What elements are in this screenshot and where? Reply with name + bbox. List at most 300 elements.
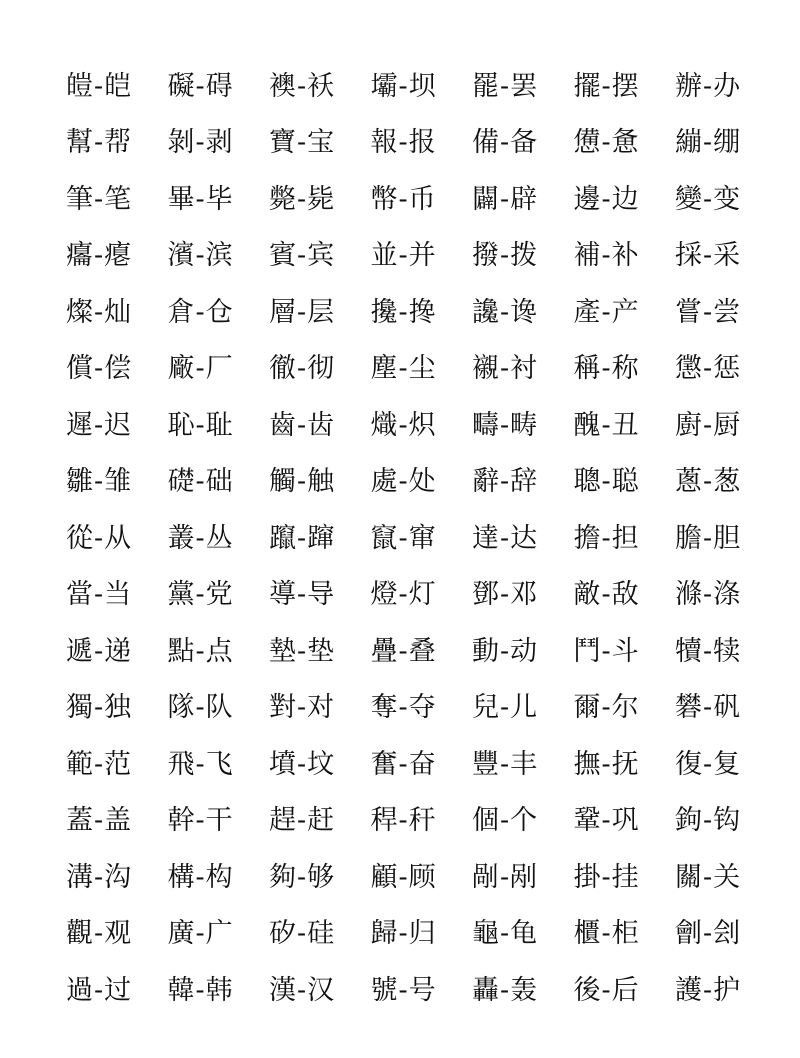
traditional-character: 櫃 [573,918,601,950]
pair-row [66,397,766,454]
character-pair [472,861,574,893]
character-pair [167,692,270,724]
pair-separator: - [703,70,713,102]
traditional-character: 鉤 [675,805,702,837]
pair-row [66,849,766,906]
pair-separator: - [500,353,510,385]
pair-separator: - [601,353,611,385]
simplified-character: 处 [408,466,436,498]
character-pair [472,296,574,328]
character-pair [66,748,168,780]
pair-separator: - [195,974,205,1006]
simplified-character: 个 [510,805,538,837]
pair-separator: - [601,296,611,328]
traditional-character: 壩 [370,70,398,102]
character-pair [269,635,371,667]
traditional-character: 醜 [573,409,601,441]
pair-separator: - [500,635,510,667]
character-pair [472,70,574,102]
character-pair [370,522,473,554]
pair-separator: - [500,692,510,724]
character-pair [675,466,777,498]
simplified-character: 齿 [307,409,335,441]
pair-separator: - [297,70,307,102]
traditional-character: 憊 [573,127,601,159]
traditional-character: 幫 [66,127,93,159]
character-pair [472,127,574,159]
simplified-character: 从 [104,522,132,554]
pair-separator: - [601,692,611,724]
simplified-character: 帮 [104,127,132,159]
simplified-character: 厂 [205,353,233,385]
character-pair [370,296,473,328]
pair-row [66,567,766,624]
character-pair [269,127,371,159]
pair-separator: - [601,127,611,159]
traditional-character: 豐 [472,748,499,780]
pair-separator: - [398,805,408,837]
simplified-character: 尘 [408,353,436,385]
simplified-character: 达 [510,522,538,554]
traditional-character: 掛 [573,861,601,893]
character-pair [370,861,473,893]
pair-separator: - [703,240,713,272]
traditional-character: 恥 [167,409,195,441]
simplified-character: 号 [408,974,436,1006]
character-pair [66,635,168,667]
character-pair [472,353,574,385]
traditional-character: 採 [675,240,702,272]
character-pair [675,692,777,724]
traditional-character: 觀 [66,918,93,950]
traditional-character: 奪 [370,692,398,724]
traditional-character: 補 [573,240,601,272]
simplified-character: 皑 [104,70,132,102]
character-pair [675,353,777,385]
traditional-character: 遲 [66,409,93,441]
traditional-character: 礙 [167,70,195,102]
pair-row [66,284,766,341]
simplified-character: 犊 [713,635,741,667]
pair-row [66,228,766,285]
traditional-character: 倉 [167,296,195,328]
pair-separator: - [94,522,104,554]
simplified-character: 巩 [611,805,639,837]
simplified-character: 后 [611,974,639,1006]
character-pair [66,522,168,554]
simplified-character: 赶 [307,805,335,837]
traditional-character: 敵 [573,579,601,611]
traditional-character: 處 [370,466,398,498]
pair-separator: - [398,240,408,272]
pair-separator: - [398,296,408,328]
traditional-character: 寶 [269,127,296,159]
simplified-character: 葱 [713,466,741,498]
pair-separator: - [703,861,713,893]
character-pair [269,296,371,328]
traditional-character: 闢 [472,183,499,215]
traditional-character: 鞏 [573,805,601,837]
character-pair [472,183,574,215]
simplified-character: 动 [510,635,538,667]
traditional-character: 繃 [675,127,702,159]
simplified-character: 畴 [510,409,538,441]
traditional-character: 轟 [472,974,499,1006]
pair-separator: - [398,748,408,780]
simplified-character: 础 [205,466,233,498]
simplified-character: 灯 [408,579,436,611]
simplified-character: 报 [408,127,436,159]
pair-row [66,793,766,850]
simplified-character: 拨 [510,240,538,272]
simplified-character: 垫 [307,635,335,667]
traditional-character: 雛 [66,466,93,498]
pair-separator: - [297,579,307,611]
pair-separator: - [195,466,205,498]
character-pair [167,240,270,272]
simplified-character: 点 [205,635,233,667]
traditional-character: 稱 [573,353,601,385]
simplified-character: 衬 [510,353,538,385]
simplified-character: 仓 [205,296,233,328]
simplified-character: 层 [307,296,335,328]
pair-separator: - [601,522,611,554]
character-pair [573,70,676,102]
simplified-character: 笔 [104,183,132,215]
traditional-character: 礎 [167,466,195,498]
character-pair [66,409,168,441]
pair-separator: - [703,635,713,667]
simplified-character: 敌 [611,579,639,611]
traditional-character: 竄 [370,522,398,554]
traditional-character: 黨 [167,579,195,611]
simplified-character: 偿 [104,353,132,385]
traditional-character: 溝 [66,861,93,893]
pair-separator: - [703,183,713,215]
pair-separator: - [601,579,611,611]
traditional-character: 備 [472,127,499,159]
pair-separator: - [500,240,510,272]
simplified-character: 摆 [611,70,639,102]
character-pair [472,974,574,1006]
character-pair [269,353,371,385]
traditional-character: 關 [675,861,702,893]
traditional-character: 飛 [167,748,195,780]
pair-separator: - [195,522,205,554]
character-pair [675,183,777,215]
simplified-character: 盖 [104,805,132,837]
simplified-character: 刽 [713,918,741,950]
character-pair [573,183,676,215]
simplified-character: 胆 [713,522,741,554]
pair-separator: - [195,240,205,272]
pair-separator: - [195,861,205,893]
character-pair [370,353,473,385]
simplified-character: 关 [713,861,741,893]
character-pair [269,240,371,272]
character-pair [66,240,168,272]
character-pair [675,240,777,272]
simplified-character: 炽 [408,409,436,441]
simplified-character: 奋 [408,748,436,780]
traditional-character: 後 [573,974,601,1006]
pair-separator: - [601,409,611,441]
character-pair [269,579,371,611]
character-pair [370,635,473,667]
pair-separator: - [500,861,510,893]
simplified-character: 党 [205,579,233,611]
simplified-character: 辞 [510,466,538,498]
pair-row [66,906,766,963]
traditional-character: 當 [66,579,93,611]
simplified-character: 斗 [611,635,639,667]
character-pair [573,635,676,667]
pair-separator: - [297,522,307,554]
simplified-character: 罢 [510,70,538,102]
pair-separator: - [94,748,104,780]
simplified-character: 当 [104,579,132,611]
simplified-character: 沟 [104,861,132,893]
simplified-character: 递 [104,635,132,667]
simplified-character: 尔 [611,692,639,724]
pair-separator: - [601,70,611,102]
traditional-character: 蔥 [675,466,702,498]
character-pair [167,805,270,837]
simplified-character: 厨 [713,409,741,441]
pair-separator: - [398,353,408,385]
character-pair [167,409,270,441]
character-pair [675,748,777,780]
character-pair [269,974,371,1006]
character-pair [472,466,574,498]
pair-separator: - [94,635,104,667]
pair-separator: - [398,692,408,724]
traditional-character: 斃 [269,183,296,215]
traditional-character: 罷 [472,70,499,102]
traditional-character: 燈 [370,579,398,611]
traditional-character: 徹 [269,353,296,385]
simplified-character: 儿 [510,692,538,724]
simplified-character: 挂 [611,861,639,893]
pair-row [66,454,766,511]
pair-separator: - [500,409,510,441]
traditional-character: 膽 [675,522,702,554]
pair-separator: - [601,466,611,498]
traditional-character: 辦 [675,70,702,102]
pair-row [66,510,766,567]
traditional-character: 兒 [472,692,499,724]
simplified-character: 尝 [713,296,741,328]
traditional-character: 擔 [573,522,601,554]
simplified-character: 担 [611,522,639,554]
pair-separator: - [195,353,205,385]
traditional-character: 撥 [472,240,499,272]
pair-separator: - [601,805,611,837]
character-pair [370,974,473,1006]
traditional-character: 畢 [167,183,195,215]
character-pair [675,805,777,837]
traditional-character: 趕 [269,805,296,837]
simplified-character: 聪 [611,466,639,498]
simplified-character: 办 [713,70,741,102]
traditional-character: 從 [66,522,93,554]
simplified-character: 惩 [713,353,741,385]
character-pair [167,522,270,554]
character-pair [472,409,574,441]
simplified-character: 迟 [104,409,132,441]
character-pair [675,127,777,159]
simplified-character: 补 [611,240,639,272]
traditional-character: 並 [370,240,398,272]
pair-separator: - [601,974,611,1006]
traditional-character: 償 [66,353,93,385]
character-pair [370,692,473,724]
pair-separator: - [703,127,713,159]
simplified-character: 顾 [408,861,436,893]
pair-separator: - [297,127,307,159]
character-pair [573,974,676,1006]
traditional-character: 達 [472,522,499,554]
pair-separator: - [195,692,205,724]
traditional-character: 顧 [370,861,398,893]
simplified-character: 观 [104,918,132,950]
character-pair [370,466,473,498]
character-pair [675,70,777,102]
character-pair [573,579,676,611]
pair-separator: - [703,579,713,611]
traditional-character: 撫 [573,748,601,780]
character-pair [66,183,168,215]
character-pair [675,522,777,554]
character-pair [269,748,371,780]
pair-separator: - [398,409,408,441]
character-pair [370,127,473,159]
traditional-character: 聰 [573,466,601,498]
character-pair [472,692,574,724]
pair-separator: - [297,692,307,724]
traditional-character: 號 [370,974,398,1006]
simplified-character: 矾 [713,692,741,724]
character-pair [675,861,777,893]
traditional-character: 報 [370,127,398,159]
pair-separator: - [500,296,510,328]
pair-separator: - [94,805,104,837]
character-pair [370,748,473,780]
pair-separator: - [601,861,611,893]
simplified-character: 广 [205,918,233,950]
traditional-character: 稈 [370,805,398,837]
character-pair [675,974,777,1006]
pair-separator: - [94,861,104,893]
traditional-character: 剮 [472,861,499,893]
simplified-character: 产 [611,296,639,328]
character-pair [573,127,676,159]
character-pair [573,918,676,950]
traditional-character: 變 [675,183,702,215]
pair-separator: - [195,127,205,159]
traditional-character: 癟 [66,240,93,272]
pair-row [66,962,766,1019]
simplified-character: 并 [408,240,436,272]
character-pair [370,805,473,837]
character-pair [675,918,777,950]
character-pair [472,918,574,950]
pair-separator: - [500,183,510,215]
character-pair [269,918,371,950]
simplified-character: 过 [104,974,132,1006]
simplified-character: 抚 [611,748,639,780]
pair-separator: - [601,635,611,667]
pair-separator: - [297,240,307,272]
character-pair [66,974,168,1006]
simplified-character: 轰 [510,974,538,1006]
character-pair [573,748,676,780]
character-pair [66,805,168,837]
traditional-character: 過 [66,974,93,1006]
pair-separator: - [398,974,408,1006]
character-pair [269,805,371,837]
simplified-character: 丰 [510,748,538,780]
character-pair [472,805,574,837]
traditional-character: 動 [472,635,499,667]
simplified-character: 边 [611,183,639,215]
simplified-character: 碍 [205,70,233,102]
character-pair [573,296,676,328]
simplified-character: 毕 [205,183,233,215]
pair-separator: - [94,127,104,159]
character-pair [167,127,270,159]
character-pair [573,353,676,385]
pair-separator: - [703,522,713,554]
simplified-character: 够 [307,861,335,893]
pair-separator: - [94,409,104,441]
character-pair [167,635,270,667]
traditional-character: 筆 [66,183,93,215]
pair-separator: - [297,805,307,837]
simplified-character: 秆 [408,805,436,837]
character-pair [675,409,777,441]
traditional-character: 礬 [675,692,702,724]
pair-separator: - [94,579,104,611]
traditional-character: 襖 [269,70,296,102]
simplified-character: 绷 [713,127,741,159]
traditional-character: 漢 [269,974,296,1006]
pair-separator: - [297,974,307,1006]
character-pair [167,579,270,611]
simplified-character: 宾 [307,240,335,272]
pair-separator: - [398,635,408,667]
simplified-character: 复 [713,748,741,780]
simplified-character: 柜 [611,918,639,950]
character-pair [269,692,371,724]
pair-separator: - [195,635,205,667]
traditional-character: 辭 [472,466,499,498]
character-pair [370,409,473,441]
traditional-character: 構 [167,861,195,893]
simplified-character: 干 [205,805,233,837]
character-pair [167,974,270,1006]
pair-separator: - [398,579,408,611]
traditional-character: 擺 [573,70,601,102]
traditional-character: 獨 [66,692,93,724]
traditional-character: 歸 [370,918,398,950]
pair-separator: - [703,748,713,780]
simplified-character: 窜 [408,522,436,554]
traditional-character: 滌 [675,579,702,611]
simplified-character: 钩 [713,805,741,837]
simplified-character: 汉 [307,974,335,1006]
simplified-character: 辟 [510,183,538,215]
